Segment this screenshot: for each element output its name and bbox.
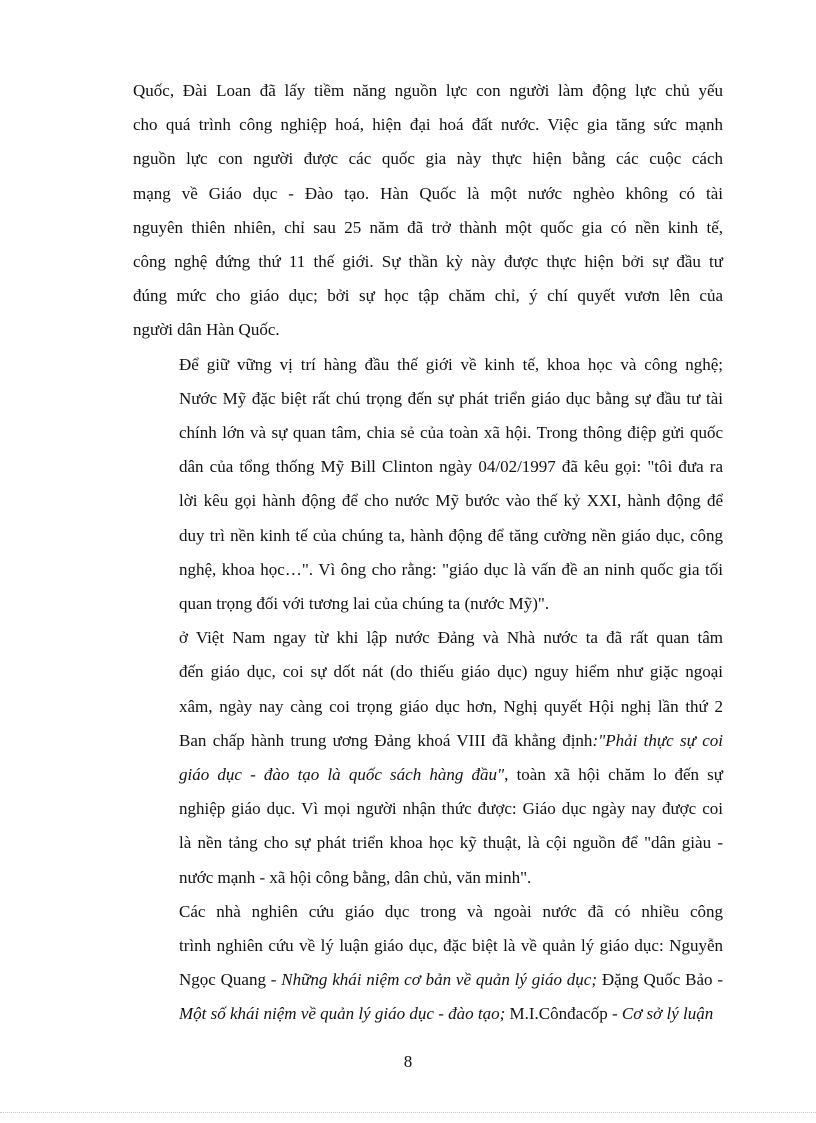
text-line xyxy=(133,655,723,689)
text-run: , toàn xã hội chăm lo đến sự xyxy=(504,765,723,785)
paragraph xyxy=(133,621,723,895)
text-line: cho quá trình công nghiệp hoá, hiện đại hoá đất nước. Việc gia tăng sức mạnh xyxy=(133,115,723,135)
page-number: 8 xyxy=(403,1052,413,1071)
text-line: quan trọng đối với tương lai của chúng ta (nước Mỹ)". xyxy=(179,594,550,614)
paragraph xyxy=(133,348,723,622)
text-line: nguyên thiên nhiên, chỉ sau 25 năm đã trở thành một quốc gia có nền kinh tế, xyxy=(133,217,723,237)
text-line: người dân Hàn Quốc. xyxy=(133,320,280,340)
italic-text: Cơ sở lý luận xyxy=(621,1004,714,1024)
italic-text: giáo dục - đào tạo là quốc sách hàng đầu" xyxy=(179,765,505,785)
text-line xyxy=(133,929,723,963)
text-line xyxy=(133,895,723,929)
text-line: công nghệ đứng thứ 11 thế giới. Sự thần kỳ này được thực hiện bởi sự đầu tư xyxy=(133,252,723,272)
paragraph xyxy=(133,895,723,1032)
text-run: nước mạnh - xã hội công bằng, dân chủ, văn minh". xyxy=(179,867,532,887)
text-line xyxy=(133,758,723,792)
text-line: lời kêu gọi hành động để cho nước Mỹ bước vào thế kỷ XXI, hành động để xyxy=(179,491,723,511)
paragraph xyxy=(133,74,723,348)
italic-text: :"Phải thực sự coi xyxy=(592,730,723,750)
italic-text: Một số khái niệm về quản lý giáo dục - đào tạo; xyxy=(179,1004,506,1024)
text-line xyxy=(133,963,723,997)
text-run: xâm, ngày nay càng coi trọng giáo dục hơn, Nghị quyết Hội nghị lần thứ 2 xyxy=(179,696,723,716)
text-line: duy trì nền kinh tế của chúng ta, hành động để tăng cường nền giáo dục, công xyxy=(179,525,723,545)
text-run: Ngọc Quang - xyxy=(179,970,282,990)
text-run: Các nhà nghiên cứu giáo dục trong và ngoài nước đã có nhiều công xyxy=(179,901,723,921)
text-line xyxy=(133,826,723,860)
text-line: Nước Mỹ đặc biệt rất chú trọng đến sự phát triển giáo dục bằng sự đầu tư tài xyxy=(179,388,723,408)
text-run: nghiệp giáo dục. Vì mọi người nhận thức được: Giáo dục ngày nay được coi xyxy=(179,799,723,819)
text-line: đúng mức cho giáo dục; bởi sự học tập chăm chỉ, ý chí quyết vươn lên của xyxy=(133,286,723,306)
text-run: M.I.Cônđacốp - xyxy=(505,1004,622,1024)
text-line: Quốc, Đài Loan đã lấy tiềm năng nguồn lực con người làm động lực chủ yếu xyxy=(133,81,723,100)
text-line: mạng về Giáo dục - Đào tạo. Hàn Quốc là một nước nghèo không có tài xyxy=(133,183,723,203)
text-line xyxy=(133,792,723,826)
text-line: Để giữ vững vị trí hàng đầu thế giới về kinh tế, khoa học và công nghệ; xyxy=(179,354,723,374)
document-body xyxy=(133,74,723,1032)
text-run: ở Việt Nam ngay từ khi lập nước Đảng và Nhà nước ta đã rất quan tâm xyxy=(179,628,723,648)
text-line xyxy=(133,861,723,895)
text-run: là nền tảng cho sự phát triển khoa học kỹ thuật, là cội nguồn để "dân giàu - xyxy=(179,833,723,853)
text-run: Đặng Quốc Bảo - xyxy=(597,970,723,990)
text-line: nguồn lực con người được các quốc gia này thực hiện bằng các cuộc cách xyxy=(133,149,723,169)
text-line xyxy=(133,690,723,724)
text-run: trình nghiên cứu về lý luận giáo dục, đặc biệt là về quản lý giáo dục: Nguyễn xyxy=(179,936,723,956)
text-run: đến giáo dục, coi sự dốt nát (do thiếu giáo dục) nguy hiểm như giặc ngoại xyxy=(179,662,723,682)
text-line xyxy=(133,997,723,1031)
text-line xyxy=(133,621,723,655)
text-line: dân của tổng thống Mỹ Bill Clinton ngày 04/02/1997 đã kêu gọi: "tôi đưa ra xyxy=(179,457,723,477)
page-bottom-divider xyxy=(0,1112,816,1113)
text-line: chính lớn và sự quan tâm, chia sẻ của toàn xã hội. Trong thông điệp gửi quốc xyxy=(179,423,723,443)
text-run: Ban chấp hành trung ương Đảng khoá VIII đã khẳng định xyxy=(179,730,593,750)
text-line: nghệ, khoa học…". Vì ông cho rằng: "giáo dục là vấn đề an ninh quốc gia tối xyxy=(179,559,723,579)
text-line xyxy=(133,724,723,758)
italic-text: Những khái niệm cơ bản về quản lý giáo dục; xyxy=(281,970,598,990)
